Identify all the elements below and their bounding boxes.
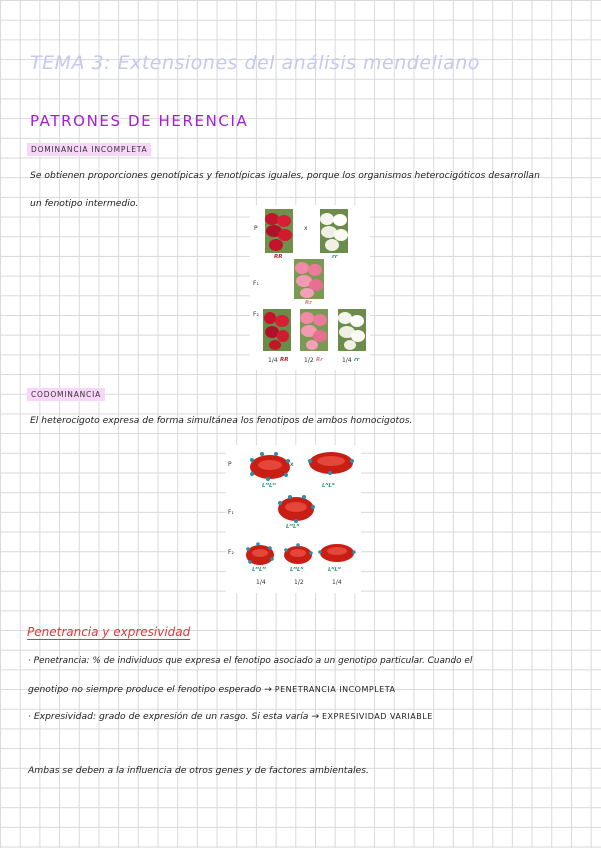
flower-p-label: P bbox=[254, 225, 258, 232]
rbc-f2-ratio-1: 1/4 bbox=[256, 579, 266, 586]
rbc-cross-figure bbox=[226, 445, 361, 593]
flower-f2-geno-2: Rr bbox=[316, 357, 323, 363]
p-red-flower bbox=[265, 209, 293, 253]
dominancia-line-1: Se obtienen proporciones genotípicas y fenotípicas iguales, porque los organismos heterocigóticos desarrollan bbox=[30, 170, 540, 181]
flower-cross-symbol: x bbox=[304, 225, 308, 232]
rbc-f2-geno-1: LᴹLᴹ bbox=[252, 567, 266, 573]
page-title: TEMA 3: Extensiones del análisis mendeliano bbox=[30, 52, 480, 74]
arrow-icon: → bbox=[311, 711, 320, 722]
flower-f1-label: F₁ bbox=[253, 280, 259, 287]
f1-cell-icon bbox=[278, 495, 315, 523]
section-heading: PATRONES DE HERENCIA bbox=[30, 112, 249, 130]
arrow-icon: → bbox=[264, 684, 272, 695]
f2-cell-1-icon bbox=[246, 542, 274, 565]
f1-pink-flower bbox=[294, 259, 324, 299]
p1-cell-icon bbox=[250, 452, 290, 481]
flower-f2-ratio-3: 1/4 bbox=[342, 357, 352, 364]
penetrancia-line-1: · Penetrancia: % de individuos que expresa el fenotipo asociado a un genotipo particular. Cuando el bbox=[28, 656, 473, 666]
dominancia-label: DOMINANCIA INCOMPLETA bbox=[27, 143, 151, 156]
f2-pink-flower bbox=[300, 309, 328, 351]
flower-f2-label: F₂ bbox=[253, 311, 259, 318]
rbc-f2-label: F₂ bbox=[228, 549, 234, 556]
codominancia-line-1: El heterocigoto expresa de forma simultánea los fenotipos de ambos homocigotos. bbox=[30, 415, 413, 426]
flower-f2-geno-1: RR bbox=[280, 357, 289, 363]
expresividad-line-text: · Expresividad: grado de expresión de un rasgo. Si esta varía bbox=[28, 711, 309, 722]
rbc-f1-label: F₁ bbox=[228, 509, 234, 516]
codominancia-label: CODOMINANCIA bbox=[27, 388, 105, 401]
flower-f2-ratio-2: 1/2 bbox=[304, 357, 314, 364]
p2-cell-icon bbox=[308, 452, 354, 475]
rbc-f2-geno-3: LᴺLᴺ bbox=[328, 567, 341, 573]
rbc-f1-genotype: LᴹLᴺ bbox=[286, 524, 300, 530]
f2-cell-3-icon bbox=[318, 544, 356, 562]
f2-red-flower bbox=[263, 309, 291, 351]
rbc-f2-ratio-2: 1/2 bbox=[294, 579, 304, 586]
penetrancia-heading: Penetrancia y expresividad bbox=[27, 625, 191, 639]
penetrancia-incompleta: PENETRANCIA INCOMPLETA bbox=[274, 685, 396, 694]
expresividad-variable: EXPRESIVIDAD VARIABLE bbox=[322, 712, 433, 721]
rbc-p-label: P bbox=[228, 461, 232, 468]
rbc-p2-genotype: LᴺLᴺ bbox=[322, 483, 335, 489]
f2-cell-2-icon bbox=[284, 543, 313, 564]
rbc-cross-symbol: x bbox=[290, 461, 294, 468]
penetrancia-line-2-text: genotipo no siempre produce el fenotipo esperado bbox=[28, 684, 262, 695]
rbc-f2-geno-2: LᴹLᴺ bbox=[290, 567, 304, 573]
flower-f1-genotype: Rr bbox=[305, 300, 312, 306]
ambas-line: Ambas se deben a la influencia de otros genes y de factores ambientales. bbox=[28, 765, 369, 776]
p-white-flower bbox=[320, 209, 348, 253]
rbc-f2-ratio-3: 1/4 bbox=[332, 579, 342, 586]
flower-f2-geno-3: rr bbox=[354, 357, 360, 363]
flower-p1-genotype: RR bbox=[274, 254, 283, 260]
flower-cross-figure bbox=[250, 205, 370, 370]
penetrancia-line-2 bbox=[28, 684, 395, 695]
f2-white-flower bbox=[338, 309, 366, 351]
flower-f2-ratio-1: 1/4 bbox=[268, 357, 278, 364]
flower-p2-genotype: rr bbox=[332, 254, 338, 260]
dominancia-line-2: un fenotipo intermedio. bbox=[30, 198, 139, 209]
rbc-p1-genotype: LᴹLᴹ bbox=[262, 483, 276, 489]
flower-cross-svg bbox=[250, 205, 370, 370]
expresividad-line bbox=[28, 711, 433, 722]
